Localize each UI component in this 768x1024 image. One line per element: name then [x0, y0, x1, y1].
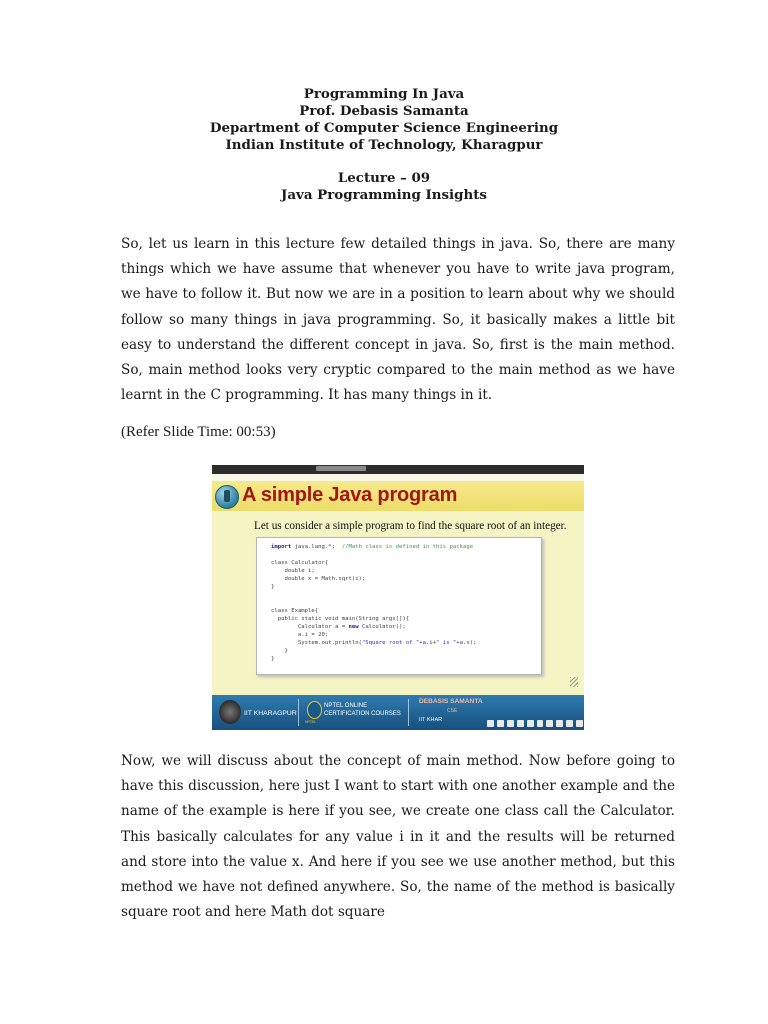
code-line: } — [271, 584, 275, 590]
iit-logo-icon — [219, 700, 241, 724]
refer-slide-time: (Refer Slide Time: 00:53) — [121, 424, 276, 440]
resize-grip-icon — [570, 677, 578, 687]
lecture-header — [0, 86, 768, 204]
professor-name: Prof. Debasis Samanta — [299, 103, 469, 119]
code-line: Calculator a = new Calculator(); — [271, 624, 406, 630]
course-title: Programming In Java — [303, 86, 465, 102]
code-block — [256, 537, 542, 675]
code-line: System.out.println("Square root of "+a.i+" is "+a.x); — [271, 640, 477, 646]
slide-title: A simple Java program — [242, 484, 458, 506]
code-line: double i; — [271, 568, 315, 574]
slide-toolbar — [487, 717, 583, 729]
code-line: double x = Math.sqrt(i); — [271, 576, 366, 582]
highlighter-icon — [497, 720, 504, 727]
nptel-logo-icon — [307, 701, 322, 719]
department-name: Department of Computer Science Engineering — [209, 120, 559, 136]
footer-nptel-small: NPTEL — [305, 720, 317, 724]
text-icon — [527, 720, 534, 727]
close-icon — [576, 720, 583, 727]
code-line: class Calculator{ — [271, 560, 329, 566]
lecture-number: Lecture – 09 — [337, 170, 431, 186]
slide-subtitle: Let us consider a simple program to find the square root of an integer. — [254, 520, 567, 532]
redo-icon — [556, 720, 563, 727]
page-icon — [566, 720, 573, 727]
code-line: } — [271, 648, 288, 654]
code-line: } — [271, 656, 275, 662]
slide-screenshot — [212, 465, 584, 730]
footer-presenter: DEBASIS SAMANTA — [419, 698, 483, 705]
shape-icon — [537, 720, 544, 727]
code-line: a.i = 20; — [271, 632, 329, 638]
lecture-title: Java Programming Insights — [281, 187, 487, 203]
slide-title-bar — [212, 481, 584, 511]
undo-icon — [546, 720, 553, 727]
code-line: class Example{ — [271, 608, 319, 614]
footer-iit: IIT KHARAGPUR — [244, 710, 297, 717]
slide-bullet-icon — [215, 485, 239, 509]
code-line: public static void main(String args[]){ — [271, 616, 410, 622]
slide-footer — [212, 695, 584, 730]
slide-window-bar — [212, 465, 584, 474]
eraser-icon — [507, 720, 514, 727]
institute-name: Indian Institute of Technology, Kharagpur — [225, 137, 543, 153]
paragraph: So, let us learn in this lecture few detailed things in java. So, there are many things which we have assume that whenever you have to write java program, we have to follow it. But now we are in a position to learn about why we should follow so many things in java programming. So, it basically makes a little bit easy to understand the different concept in java. So, first is the main method. So, main method looks very cryptic compared to the main method as we have learnt in the C programming. It has many things in it. — [121, 236, 675, 404]
pen-icon — [487, 720, 494, 727]
footer-institute: IIT KHAR — [419, 717, 443, 723]
paragraph: Now, we will discuss about the concept of main method. Now before going to have this discussion, here just I want to start with one another example and the name of the example is here if you see, we create one class call the Calculator. This basically calculates for any value i in it and the results will be returned and store into the value x. And here if you see we use another method, but this method we have not defined anywhere. So, the name of the method is basically square root and here Math dot square — [121, 753, 675, 921]
pointer-icon — [517, 720, 524, 727]
footer-dept: CSE — [447, 708, 458, 714]
code-line: import java.lang.*; //Math class is defined in this package — [271, 544, 474, 550]
footer-nptel: NPTEL ONLINE CERTIFICATION COURSES — [324, 703, 401, 717]
